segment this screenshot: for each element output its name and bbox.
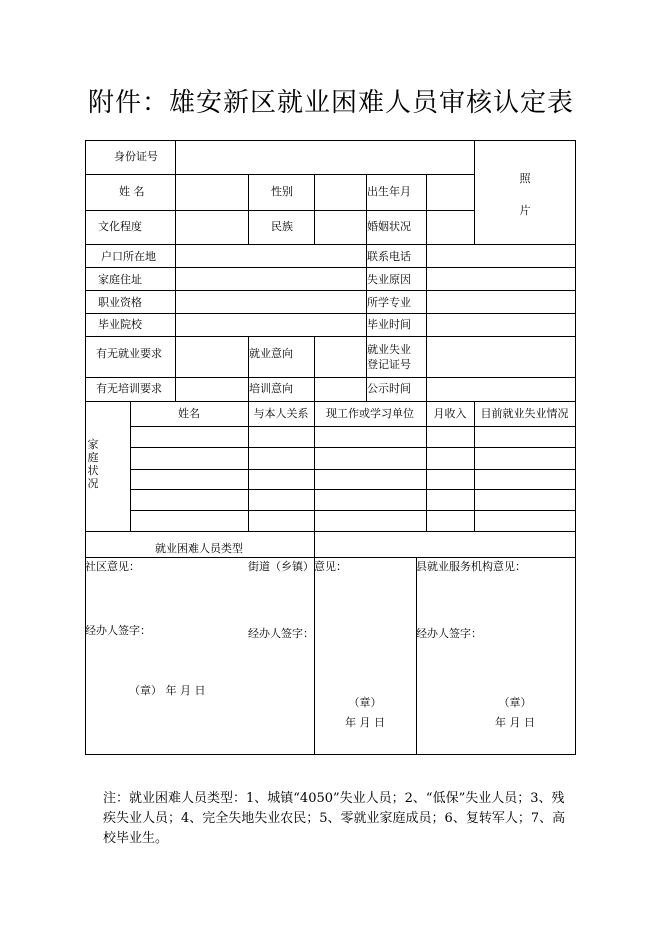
training-request-label: 有无培训要求 xyxy=(96,382,162,395)
unemployment-reason-label: 失业原因 xyxy=(367,273,411,286)
education-label: 文化程度 xyxy=(98,220,142,233)
family-employment-header: 目前就业失业情况 xyxy=(480,407,569,420)
ethnicity-label: 民族 xyxy=(271,220,293,233)
photo-label-1: 照 xyxy=(519,172,531,185)
county-opinion-label: 县就业服务机构意见： xyxy=(416,560,526,573)
footnote: 注：就业困难人员类型：1、城镇“4050”失业人员；2、“低保”失业人员；3、残疾失业人员；4、完全失地失业农民；5、零就业家庭成员；6、复转军人；7、高校毕业生。 xyxy=(103,791,566,846)
family-name-header: 姓名 xyxy=(178,407,200,420)
training-intent-label: 培训意向 xyxy=(249,382,293,395)
family-income-header: 月收入 xyxy=(433,407,467,420)
hukou-label: 户口所在地 xyxy=(101,250,156,263)
street-seal: （章） xyxy=(348,696,382,709)
county-handler-sign: 经办人签字： xyxy=(416,627,482,640)
employment-intent-label: 就业意向 xyxy=(249,347,293,360)
major-label: 所学专业 xyxy=(367,296,411,309)
photo-label-2: 片 xyxy=(519,204,531,217)
county-date: 年 月 日 xyxy=(495,716,535,729)
registration-label-2: 登记证号 xyxy=(367,358,411,371)
family-status-label: 家庭状况 xyxy=(87,438,99,490)
family-relation-header: 与本人关系 xyxy=(253,407,309,420)
street-date: 年 月 日 xyxy=(345,716,385,729)
community-opinion-label: 社区意见： xyxy=(85,560,140,573)
phone-label: 联系电话 xyxy=(367,250,411,263)
community-handler-sign: 经办人签字： xyxy=(85,624,151,637)
birth-label: 出生年月 xyxy=(367,185,411,198)
address-label: 家庭住址 xyxy=(98,273,142,286)
school-label: 毕业院校 xyxy=(98,318,142,331)
community-seal-date: （章） 年 月 日 xyxy=(129,684,206,697)
registration-label-1: 就业失业 xyxy=(367,343,411,356)
qualification-label: 职业资格 xyxy=(98,296,142,309)
marital-label: 婚姻状况 xyxy=(367,220,411,233)
publicity-time-label: 公示时间 xyxy=(367,382,411,395)
difficulty-type-label: 就业困难人员类型 xyxy=(155,542,243,555)
name-label: 姓 名 xyxy=(119,185,145,198)
family-unit-header: 现工作或学习单位 xyxy=(326,407,414,420)
street-handler-sign: 经办人签字： xyxy=(248,627,314,640)
graduation-time-label: 毕业时间 xyxy=(367,318,411,331)
approval-form-table xyxy=(85,140,576,754)
form-title: 附件：雄安新区就业困难人员审核认定表 xyxy=(87,88,574,118)
street-opinion-label: 街道（乡镇）意见： xyxy=(248,560,347,573)
gender-label: 性别 xyxy=(271,185,293,198)
id-number-label: 身份证号 xyxy=(114,150,158,163)
county-seal: （章） xyxy=(498,696,532,709)
employment-request-label: 有无就业要求 xyxy=(96,347,162,360)
